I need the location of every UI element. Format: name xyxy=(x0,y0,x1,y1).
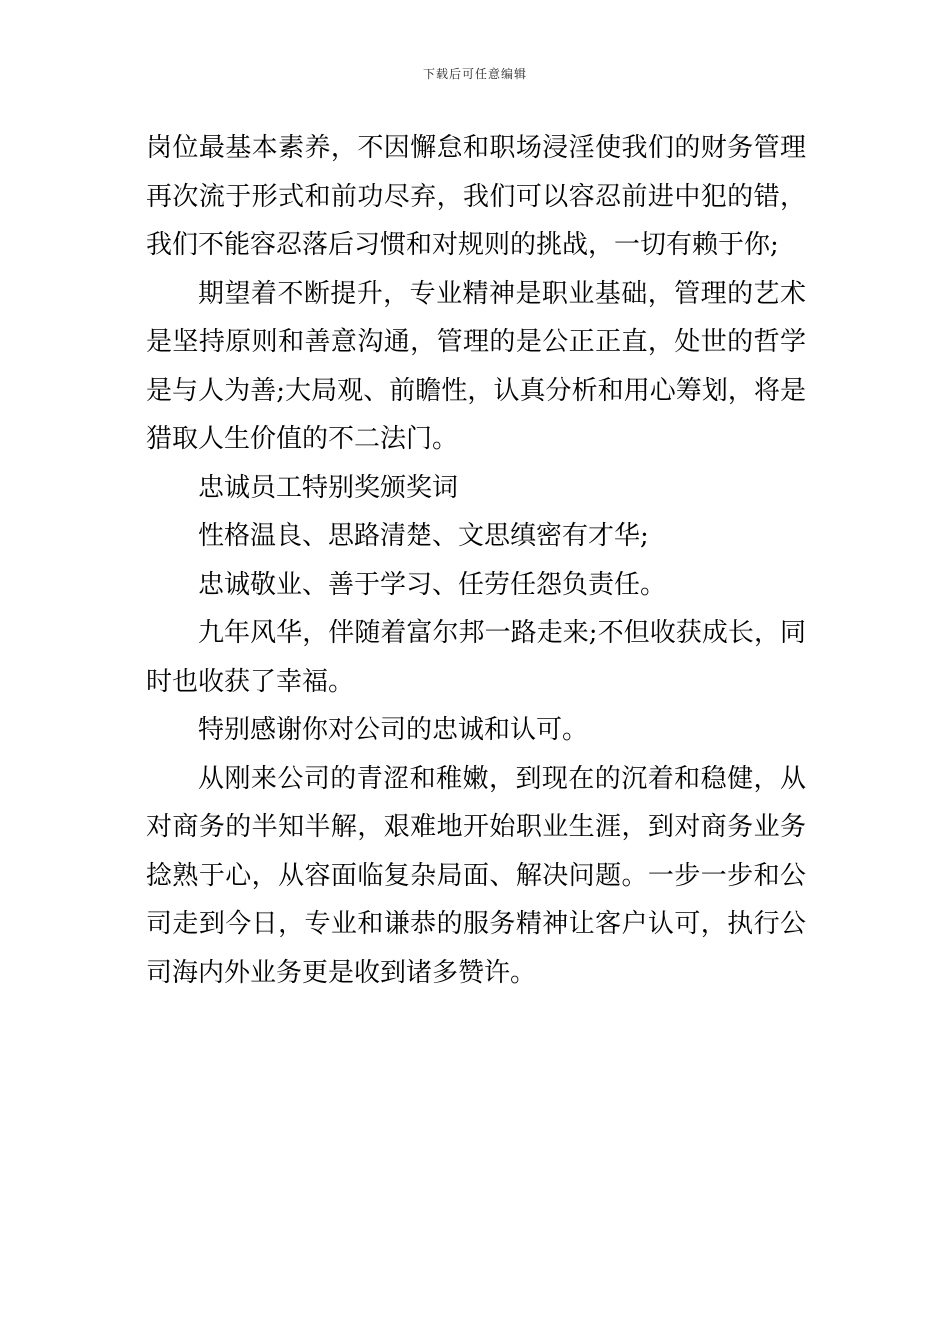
paragraph-4: 性格温良、思路清楚、文思缜密有才华; xyxy=(198,521,649,551)
paragraph-award-title: 忠诚员工特别奖颁奖词 xyxy=(198,472,459,503)
paragraph-6: 九年风华，伴随着富尔邦一路走来;不但收获成长，同时也收获了幸福。 xyxy=(146,618,806,697)
paragraph-5: 忠诚敬业、善于学习、任劳任怨负责任。 xyxy=(198,569,667,600)
paragraph-7: 特别感谢你对公司的忠诚和认可。 xyxy=(198,715,589,745)
paragraph-1: 岗位最基本素养，不因懈怠和职场浸淫使我们的财务管理再次流于形式和前功尽弃，我们可以容忍前进中犯的错，我们不能容忍落后习惯和对规则的挑战，一切有赖于你; xyxy=(146,133,806,260)
page-header: 下载后可任意编辑 xyxy=(422,67,527,81)
paragraph-8: 从刚来公司的青涩和稚嫩，到现在的沉着和稳健，从对商务的半知半解，艰难地开始职业生涯，到对商务业务捻熟于心，从容面临复杂局面、解决问题。一步一步和公司走到今日，专业和谦恭的服务精神让客户认可，执行公司海内外业务更是收到诸多赞许。 xyxy=(146,763,806,988)
document-body xyxy=(146,124,806,997)
paragraph-2: 期望着不断提升，专业精神是职业基础，管理的艺术是坚持原则和善意沟通，管理的是公正正直，处世的哲学是与人为善;大局观、前瞻性，认真分析和用心筹划，将是猎取人生价值的不二法门。 xyxy=(146,278,806,454)
